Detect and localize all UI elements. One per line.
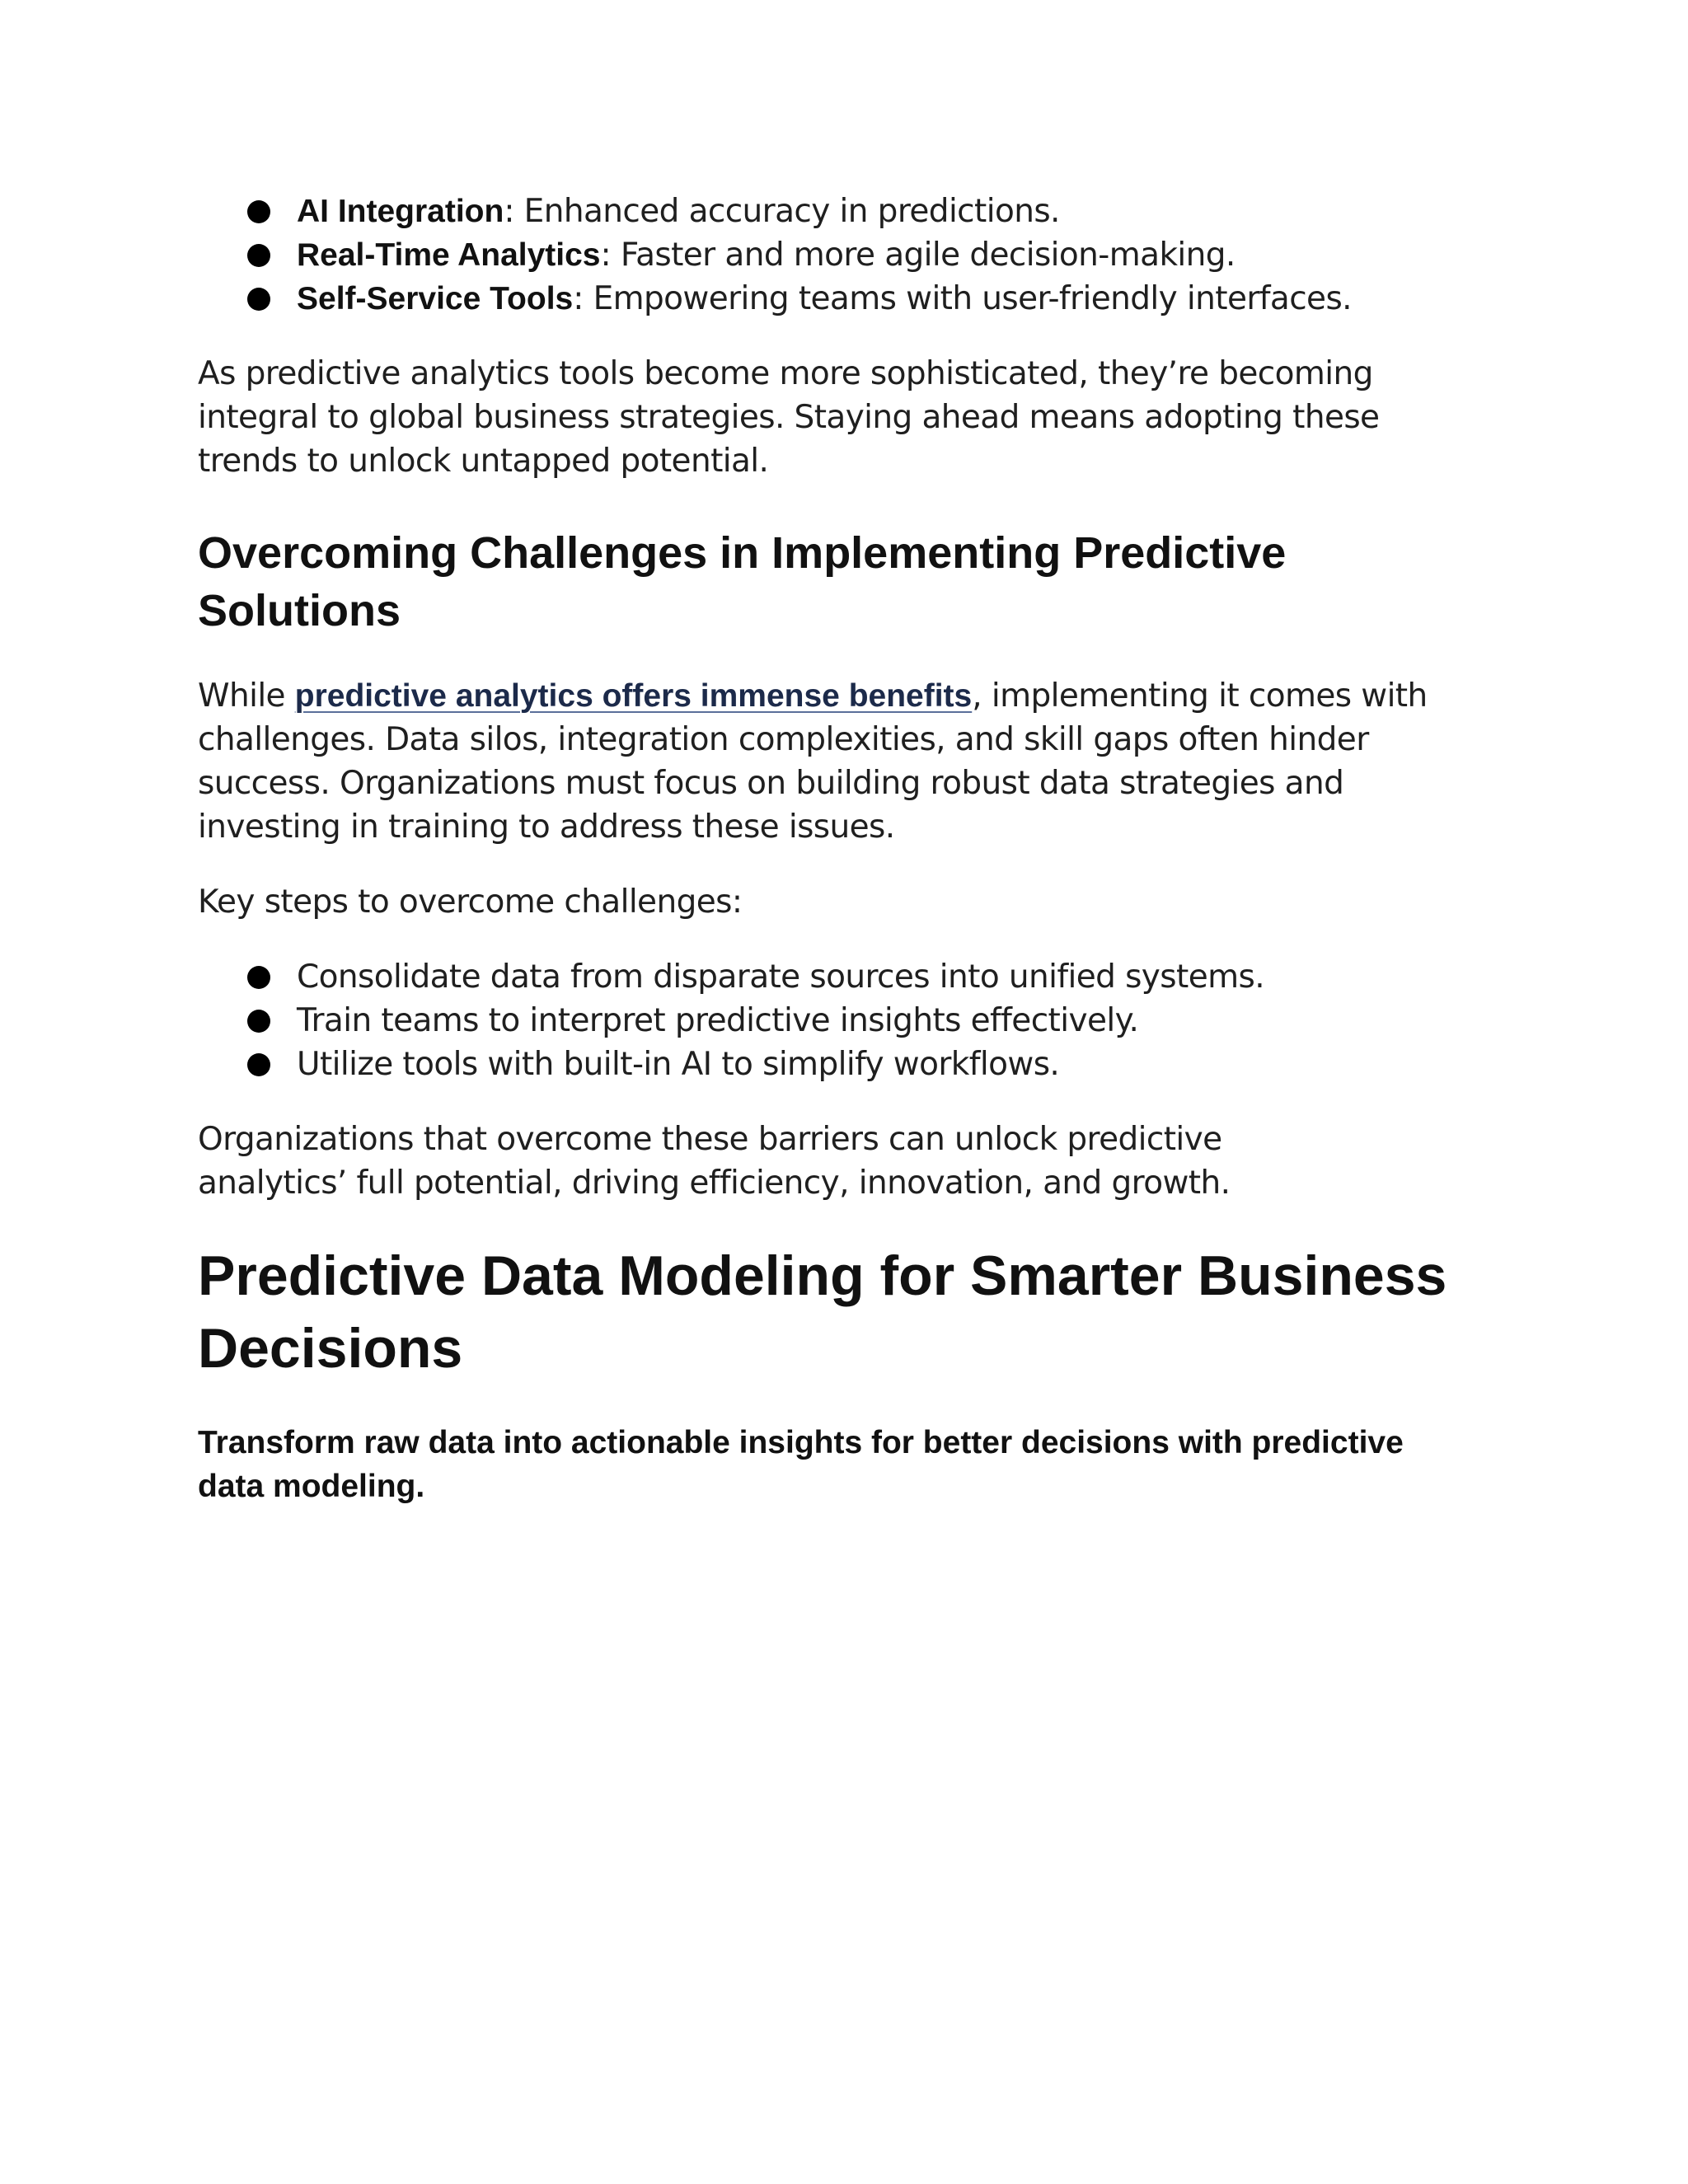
list-item (247, 999, 1484, 1043)
steps-list (198, 955, 1484, 1086)
bullet-icon (247, 200, 270, 223)
list-item-text: : Enhanced accuracy in predictions. (504, 193, 1060, 230)
list-item-lead: Self-Service Tools (297, 281, 574, 316)
modeling-heading: Predictive Data Modeling for Smarter Business Decisions (198, 1244, 1447, 1380)
challenges-heading: Overcoming Challenges in Implementing Predictive Solutions (198, 528, 1287, 635)
list-item (247, 277, 1484, 321)
document-page (198, 190, 1484, 1508)
list-item (247, 955, 1484, 999)
list-item (247, 190, 1484, 233)
intro-suffix: , implementing it comes with challenges. Data silos, integration complexities, and skill gaps often hinder success. Organizations must focus on building robust data strategies and investing in training to address these issues. (198, 677, 1428, 846)
list-item-lead: Real-Time Analytics (297, 237, 601, 273)
list-item-text: : Faster and more agile decision-making. (600, 237, 1236, 274)
trends-list (198, 190, 1484, 321)
list-item (247, 1043, 1484, 1086)
bullet-icon (247, 244, 270, 267)
list-item-text: Train teams to interpret predictive insights effectively. (297, 1002, 1139, 1039)
list-item-text: Consolidate data from disparate sources into unified systems. (297, 958, 1265, 996)
bullet-icon (247, 1010, 270, 1033)
benefits-link[interactable]: predictive analytics offers immense benefits (294, 678, 973, 714)
list-item-text: : Empowering teams with user-friendly interfaces. (573, 280, 1352, 317)
modeling-subtitle: Transform raw data into actionable insights for better decisions with predictive data modeling. (198, 1425, 1404, 1504)
intro-prefix: While (198, 677, 295, 715)
challenges-intro (198, 674, 1484, 849)
list-item-text: Utilize tools with built-in AI to simplify workflows. (297, 1046, 1060, 1083)
bullet-icon (247, 1053, 270, 1076)
trends-paragraph: As predictive analytics tools become more sophisticated, they’re becoming integral to global business strategies. Staying ahead means adopting these trends to unlock untapped potential. (198, 355, 1380, 480)
bullet-icon (247, 288, 270, 311)
list-item (247, 233, 1484, 277)
bullet-icon (247, 966, 270, 989)
challenges-closing: Organizations that overcome these barriers can unlock predictive analytics’ full potential, driving efficiency, innovation, and growth. (198, 1121, 1231, 1202)
steps-label: Key steps to overcome challenges: (198, 883, 743, 921)
list-item-lead: AI Integration (297, 194, 504, 229)
